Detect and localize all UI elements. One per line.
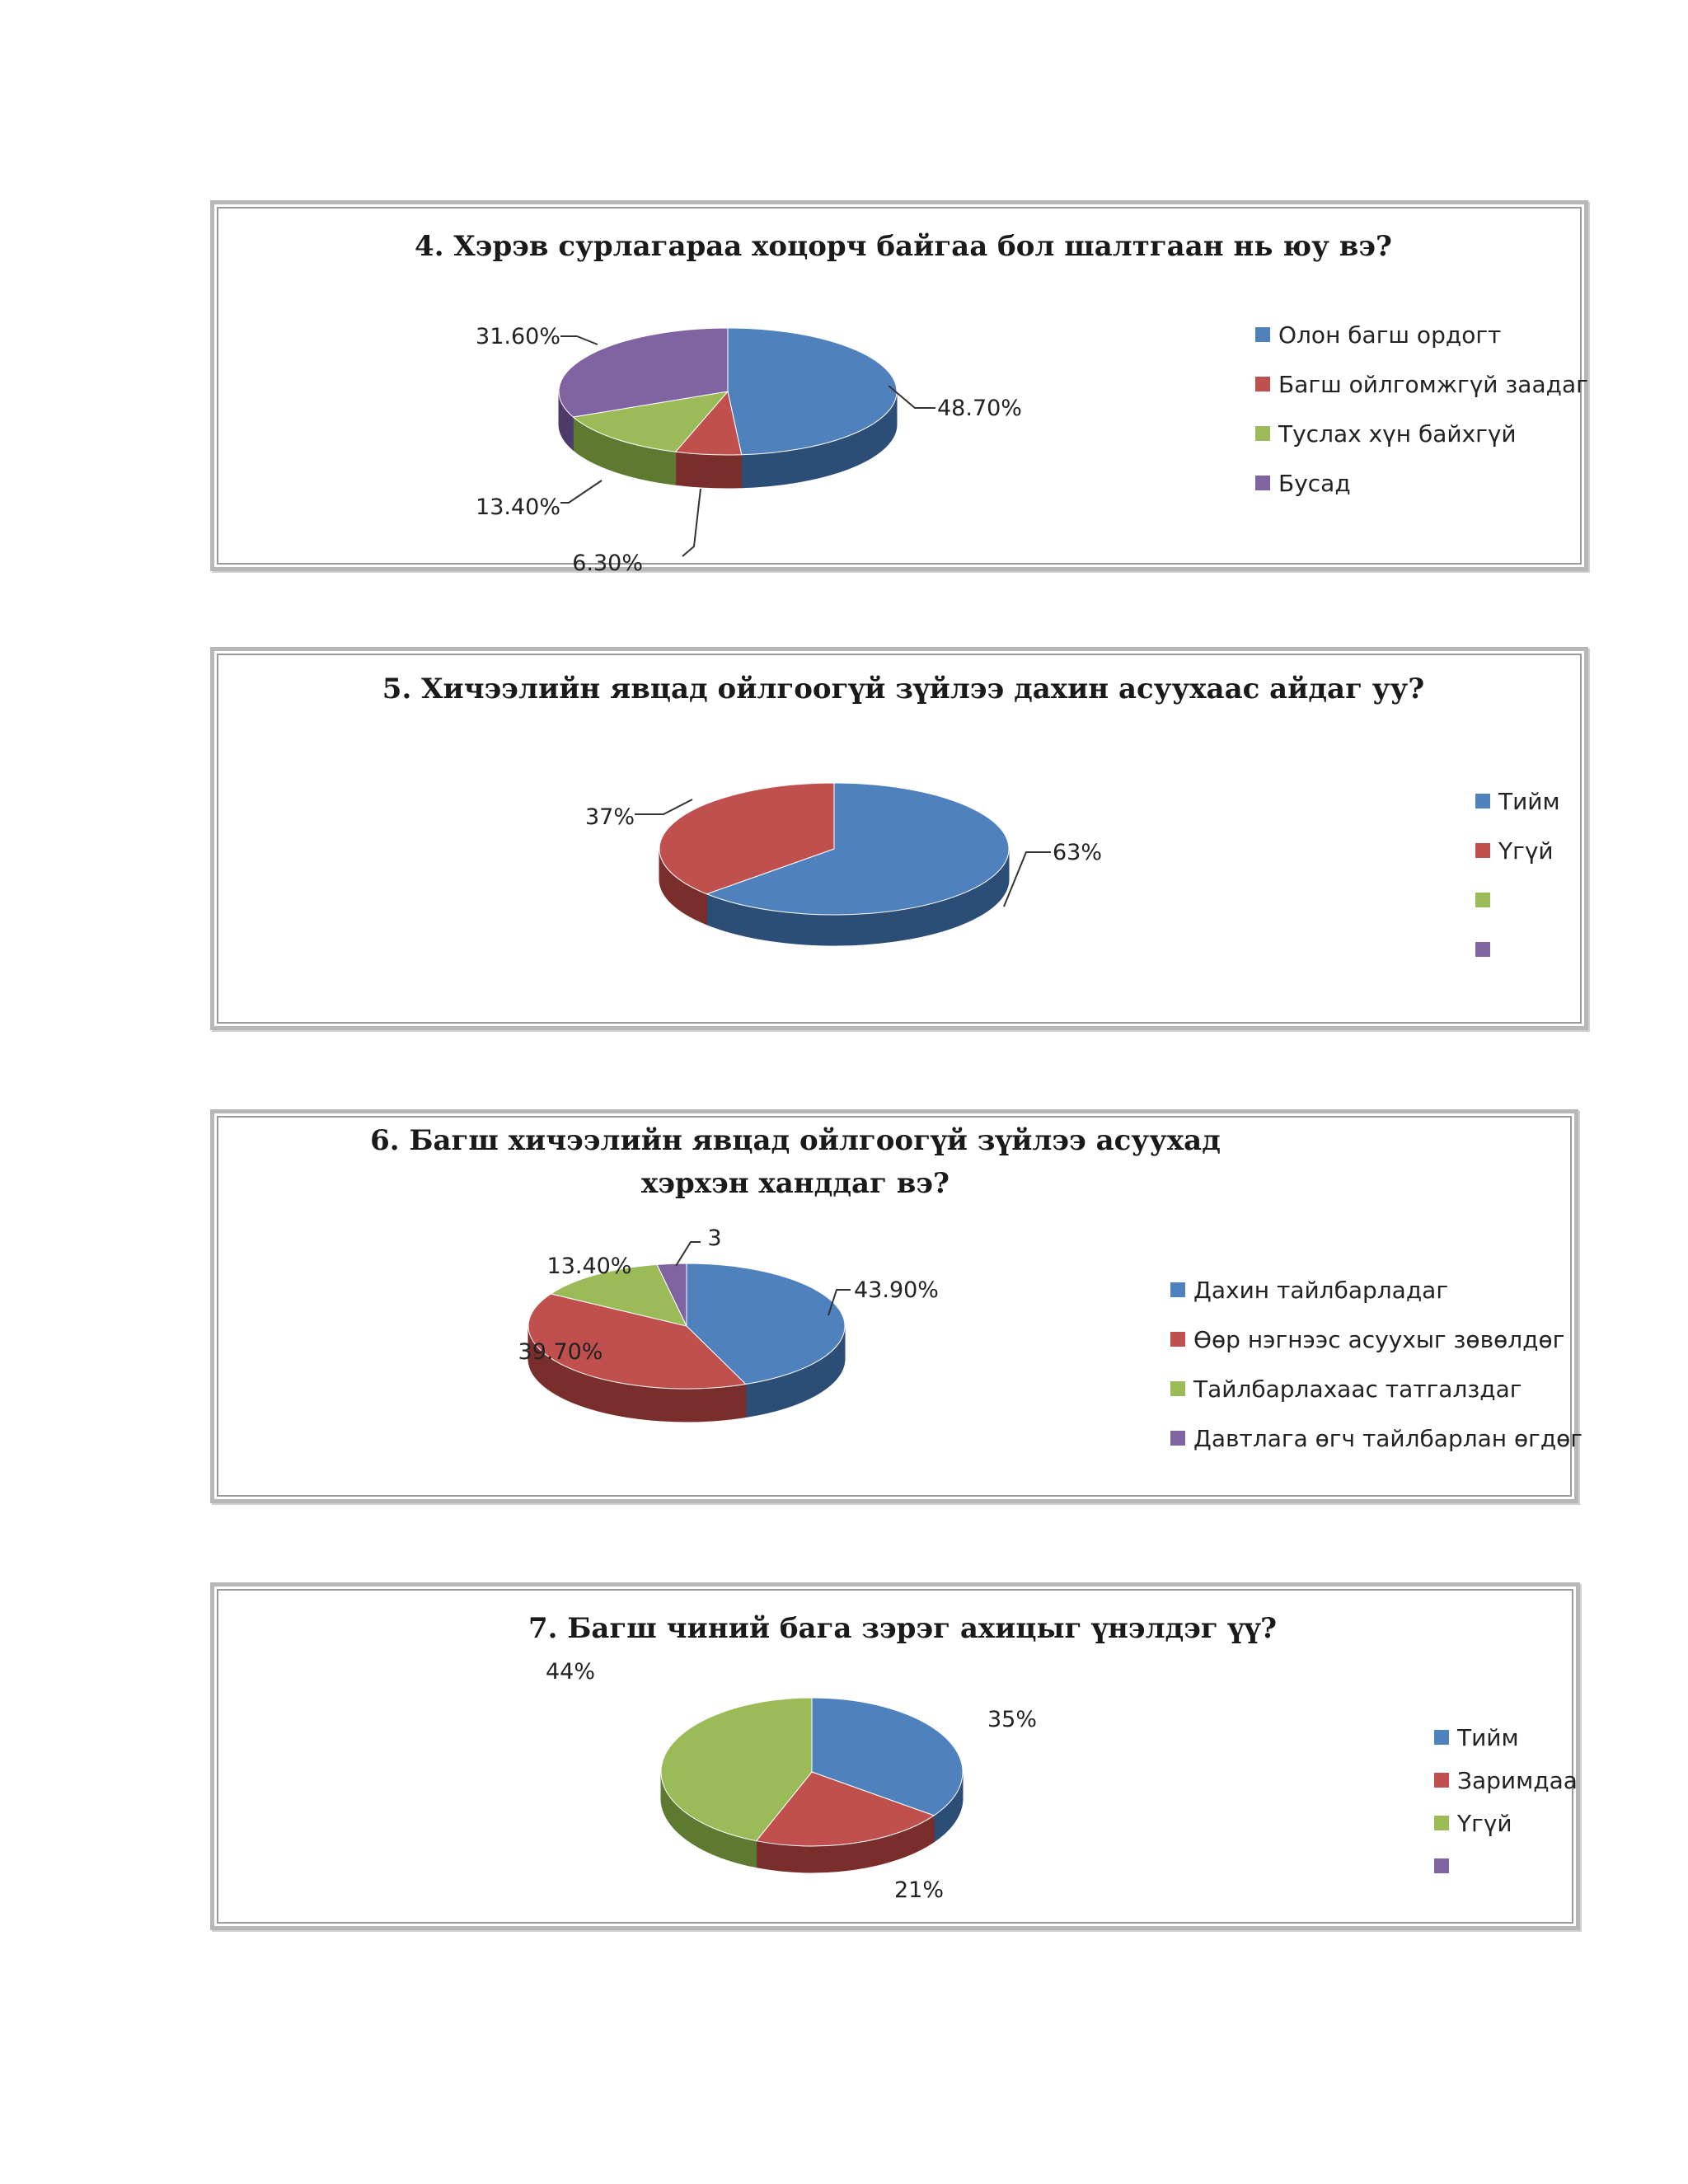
legend-label-2: Үгүй: [1498, 837, 1554, 865]
chart-title: 4. Хэрэв сурлагараа хоцорч байгаа бол шалтгаан нь юу вэ?: [415, 230, 1392, 263]
data-label-1: 48.70%: [937, 396, 1022, 421]
legend: [1475, 788, 1560, 957]
data-label-3: 13.40%: [476, 494, 560, 520]
data-label-4: 31.60%: [476, 324, 560, 349]
chart-title-line-1: 6. Багш хичээлийн явцад ойлгоогүй зүйлээ асуухад: [370, 1124, 1221, 1157]
legend-swatch-3: [1255, 426, 1270, 441]
legend-swatch-4: [1475, 942, 1490, 957]
legend-label-4: Бусад: [1278, 470, 1351, 497]
data-label-1: 63%: [1053, 840, 1103, 865]
chart-title: 7. Багш чиний бага зэрэг ахицыг үнэлдэг үү?: [528, 1612, 1278, 1645]
data-label-2: 21%: [893, 1877, 945, 1903]
legend-label-2: Өөр нэгнээс асуухыг зөвөлдөг: [1193, 1326, 1565, 1353]
data-label-2: 6.30%: [572, 551, 643, 575]
chart-title: 5. Хичээлийн явцад ойлгоогүй зүйлээ дахин асуухаас айдаг уу?: [382, 673, 1425, 705]
data-label-3: 13.40%: [546, 1254, 632, 1279]
legend-swatch-2: [1170, 1332, 1185, 1347]
legend-swatch-3: [1475, 893, 1490, 907]
legend-swatch-3: [1434, 1816, 1449, 1830]
legend: [1434, 1724, 1578, 1873]
legend-swatch-3: [1170, 1381, 1185, 1396]
legend-label-3: Үгүй: [1457, 1810, 1512, 1837]
leader-line-4: [676, 1242, 701, 1266]
legend-label-1: Тийм: [1498, 788, 1560, 815]
legend-label-4: Давтлага өгч тайлбарлан өгдөг: [1193, 1425, 1582, 1452]
pie-slices: [559, 328, 897, 488]
data-label-2: 37%: [584, 804, 635, 830]
data-label-3: 44%: [545, 1659, 596, 1685]
legend-swatch-2: [1434, 1773, 1449, 1788]
legend-swatch-1: [1255, 327, 1270, 342]
pie-chart-q4: [214, 204, 1592, 575]
legend-swatch-4: [1255, 476, 1270, 490]
legend-label-1: Олон багш ордогт: [1278, 321, 1502, 349]
legend: [1170, 1277, 1582, 1452]
chart-frame-q6: [210, 1109, 1582, 1503]
data-label-4: 3: [707, 1226, 722, 1251]
chart-frame-q4: [210, 200, 1588, 575]
data-label-1: 43.90%: [854, 1277, 939, 1303]
chart-frame-q7: [210, 1582, 1580, 1930]
leader-line-3: [560, 480, 602, 503]
legend: [1255, 321, 1588, 497]
pie-chart-q6: [214, 1113, 1582, 1507]
legend-label-1: Тийм: [1457, 1724, 1519, 1751]
pie-chart-q7: [214, 1586, 1584, 1934]
chart-title-line-2: хэрхэн ханддаг вэ?: [641, 1167, 950, 1200]
pie-chart-q5: [214, 651, 1592, 1034]
leader-line-4: [560, 336, 598, 344]
leader-line-2: [635, 799, 692, 814]
pie-slices: [661, 1698, 963, 1872]
legend-swatch-2: [1255, 377, 1270, 391]
leader-line-2: [682, 489, 701, 556]
legend-swatch-1: [1434, 1730, 1449, 1745]
legend-swatch-4: [1170, 1431, 1185, 1446]
data-label-1: 35%: [987, 1707, 1038, 1732]
data-label-2: 39.70%: [518, 1339, 603, 1365]
legend-label-2: Заримдаа: [1457, 1767, 1578, 1794]
legend-swatch-2: [1475, 843, 1490, 858]
legend-label-3: Тайлбарлахаас татгалздаг: [1193, 1376, 1522, 1403]
legend-swatch-1: [1170, 1282, 1185, 1297]
legend-label-3: Туслах хүн байхгүй: [1278, 420, 1517, 448]
legend-swatch-4: [1434, 1858, 1449, 1873]
pie-slice-side-2: [676, 452, 742, 488]
legend-label-2: Багш ойлгомжгүй заадаг: [1278, 371, 1588, 398]
chart-frame-q5: [210, 647, 1588, 1030]
leader-line-1: [1004, 852, 1051, 907]
legend-label-1: Дахин тайлбарладаг: [1193, 1277, 1449, 1304]
pie-slices: [659, 783, 1009, 945]
legend-swatch-1: [1475, 794, 1490, 808]
